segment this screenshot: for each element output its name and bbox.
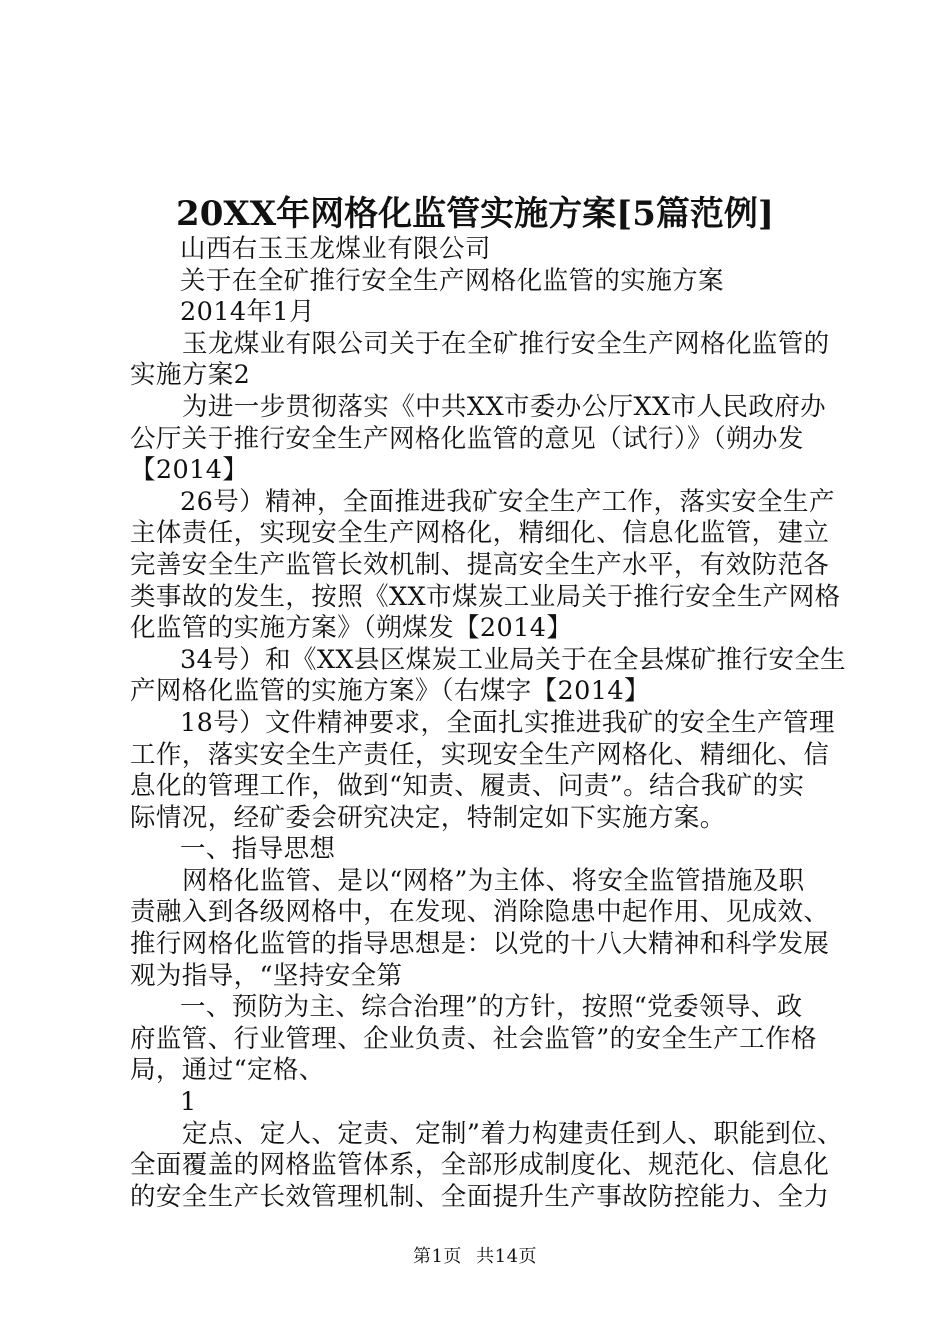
body-line: 公厅关于推行安全生产网格化监管的意见（试行）》（朔办发 (130, 423, 804, 454)
section-heading: 一、指导思想 (180, 834, 336, 865)
body-line: 的安全生产长效管理机制、全面提升生产事故防控能力、全力 (130, 1181, 830, 1212)
inline-page-number: 1 (180, 1087, 197, 1118)
body-line: 局，通过“定格、 (130, 1055, 325, 1086)
body-line: 责融入到各级网格中，在发现、消除隐患中起作用、见成效、 (130, 897, 830, 928)
body-line: 玉龙煤业有限公司关于在全矿推行安全生产网格化监管的 (182, 328, 830, 359)
body-line: 全面覆盖的网格监管体系，全部形成制度化、规范化、信息化 (130, 1150, 830, 1181)
body-line: 主体责任，实现安全生产网格化，精细化、信息化监管，建立 (130, 518, 830, 549)
document-title: 20XX年网格化监管实施方案[5篇范例] (176, 194, 774, 234)
body-line: 类事故的发生，按照《XX市煤炭工业局关于推行安全生产网格 (130, 581, 841, 612)
body-line: 完善安全生产监管长效机制、提高安全生产水平，有效防范各 (130, 549, 830, 580)
body-line: 34号）和《XX县区煤炭工业局关于在全县煤矿推行安全生 (180, 644, 847, 675)
page-total-label: 共14页 (476, 1246, 538, 1267)
body-line: 为进一步贯彻落实《中共XX市委办公厅XX市人民政府办 (182, 391, 827, 422)
document-body (130, 234, 847, 1213)
body-line: 山西右玉玉龙煤业有限公司 (180, 234, 491, 264)
body-line: 产网格化监管的实施方案》（右煤字【2014】 (130, 676, 650, 707)
body-line: 【2014】 (130, 455, 249, 486)
body-line: 关于在全矿推行安全生产网格化监管的实施方案 (180, 265, 724, 296)
body-line: 际情况，经矿委会研究决定，特制定如下实施方案。 (130, 802, 726, 833)
body-line: 工作，落实安全生产责任，实现安全生产网格化、精细化、信 (130, 739, 830, 770)
body-line: 定点、定人、定责、定制”着力构建责任到人、职能到位、 (182, 1118, 843, 1149)
body-line: 推行网格化监管的指导思想是：以党的十八大精神和科学发展 (130, 929, 830, 960)
body-line: 府监管、行业管理、企业负责、社会监管”的安全生产工作格 (130, 1023, 817, 1054)
body-line: 息化的管理工作，做到“知责、履责、问责”。结合我矿的实 (130, 771, 805, 802)
body-line: 网格化监管、是以“网格”为主体、将安全监管措施及职 (182, 865, 805, 896)
body-line: 观为指导，“坚持安全第 (130, 960, 403, 991)
body-line: 化监管的实施方案》（朔煤发【2014】 (130, 613, 573, 644)
body-line: 2014年1月 (180, 297, 315, 328)
page-footer (0, 1242, 950, 1268)
body-line: 实施方案2 (130, 360, 251, 391)
page-number-label: 第1页 (412, 1246, 462, 1267)
body-line: 一、预防为主、综合治理”的方针，按照“党委领导、政 (180, 992, 803, 1023)
body-line: 18号）文件精神要求，全面扎实推进我矿的安全生产管理 (180, 707, 835, 738)
body-line: 26号）精神，全面推进我矿安全生产工作，落实安全生产 (180, 486, 835, 517)
